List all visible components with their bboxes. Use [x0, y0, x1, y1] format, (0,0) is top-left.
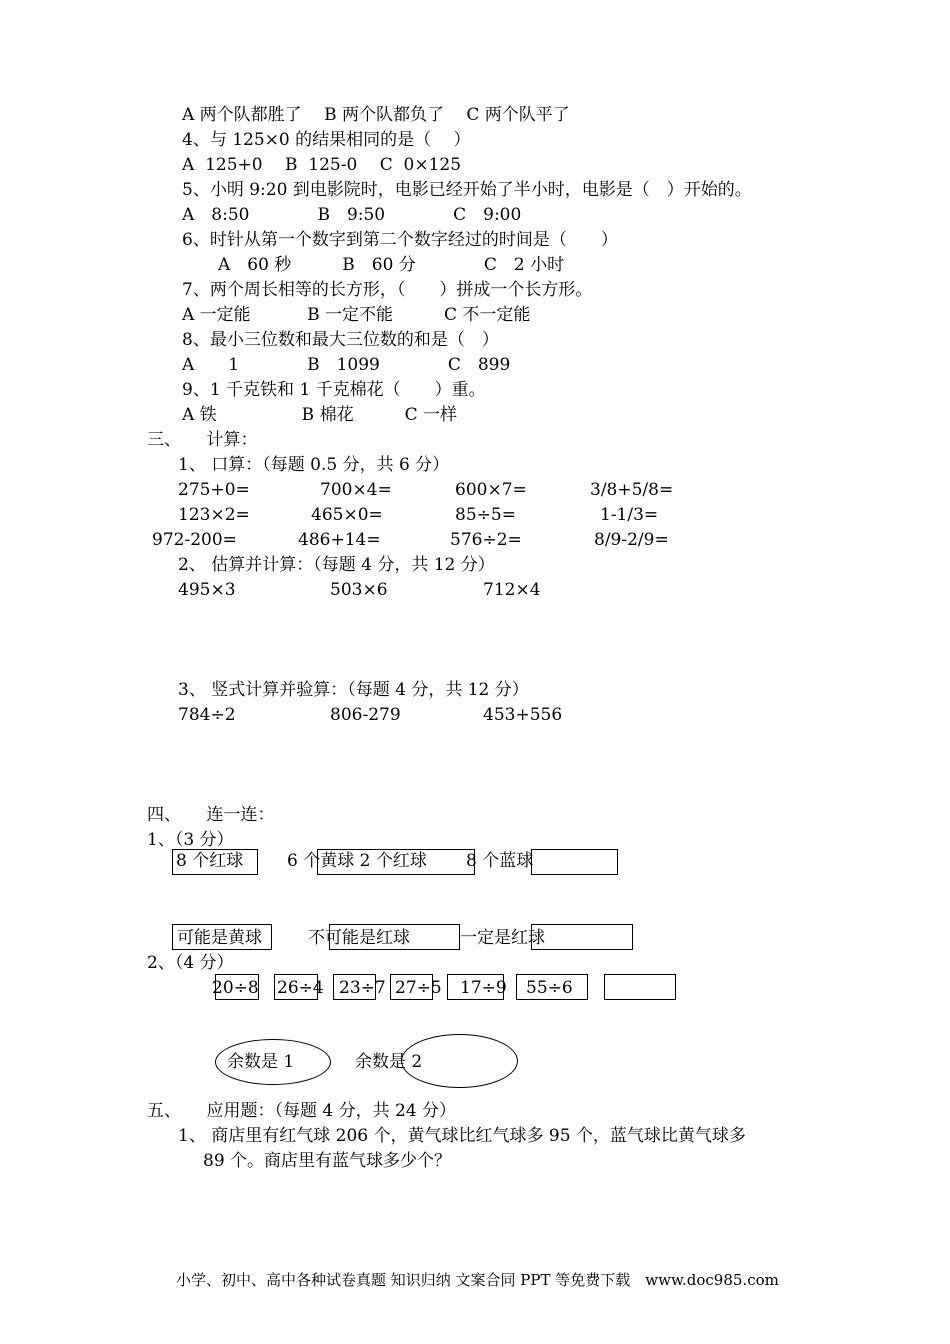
match-item: 8 个红球 [176, 851, 244, 871]
match-box [531, 924, 633, 950]
oral-item: 465×0= [311, 505, 383, 525]
oral-item: 3/8+5/8= [590, 480, 674, 500]
oral-title: 1、 口算：（每题 0.5 分，共 6 分） [178, 455, 450, 475]
oral-item: 1-1/3= [600, 505, 659, 525]
q8-stem: 8、最小三位数和最大三位数的和是（ ） [182, 330, 499, 350]
division-item: 55÷6 [526, 978, 573, 998]
q5-stem: 5、小明 9:20 到电影院时，电影已经开始了半小时，电影是（ ）开始的。 [182, 180, 752, 200]
division-item: 17÷9 [460, 978, 507, 998]
oral-item: 486+14= [298, 530, 381, 550]
q4-stem: 4、与 125×0 的结果相同的是（ ） [182, 130, 471, 150]
division-item: 23÷7 [339, 978, 386, 998]
oral-item: 576÷2= [450, 530, 522, 550]
vertical-item: 806-279 [330, 705, 401, 725]
oral-item: 85÷5= [455, 505, 516, 525]
estimate-item: 495×3 [178, 580, 236, 600]
q4-options: A 125+0 B 125-0 C 0×125 [182, 155, 462, 175]
estimate-item: 503×6 [330, 580, 388, 600]
division-item: 26÷4 [277, 978, 324, 998]
match-box [531, 849, 618, 875]
q9-stem: 9、1 千克铁和 1 千克棉花（ ）重。 [182, 380, 486, 400]
match-item: 可能是黄球 [177, 928, 262, 948]
match-item: 8 个蓝球 [466, 851, 534, 871]
apply-q1-line2: 89 个。商店里有蓝气球多少个？ [203, 1151, 452, 1171]
match-item: 一定是红球 [460, 928, 545, 948]
calc-heading: 三、 计算： [147, 430, 258, 450]
remainder-label: 余数是 1 [227, 1052, 295, 1072]
connect-part1-label: 1、（3 分） [147, 830, 234, 850]
page-footer: 小学、初中、高中各种试卷真题 知识归纳 文案合同 PPT 等免费下载 www.doc985.com [176, 1271, 779, 1289]
match-item: 6 个黄球 2 个红球 [287, 851, 427, 871]
q7-stem: 7、两个周长相等的长方形，（ ）拼成一个长方形。 [182, 280, 593, 300]
oral-item: 972-200= [152, 530, 237, 550]
division-item: 20÷8 [212, 978, 259, 998]
estimate-title: 2、 估算并计算：（每题 4 分，共 12 分） [178, 555, 495, 575]
q7-options: A 一定能 B 一定不能 C 不一定能 [182, 305, 531, 325]
match-item: 不可能是红球 [308, 928, 410, 948]
q8-options: A 1 B 1099 C 899 [182, 355, 511, 375]
division-box [604, 974, 676, 1000]
estimate-item: 712×4 [483, 580, 541, 600]
oral-item: 700×4= [320, 480, 392, 500]
remainder-label: 余数是 2 [355, 1052, 423, 1072]
oral-item: 275+0= [178, 480, 250, 500]
q5-options: A 8:50 B 9:50 C 9:00 [182, 205, 522, 225]
apply-heading: 五、 应用题：（每题 4 分，共 24 分） [147, 1101, 457, 1121]
connect-heading: 四、 连一连： [147, 805, 275, 825]
q9-options: A 铁 B 棉花 C 一样 [182, 405, 457, 425]
vertical-item: 784÷2 [178, 705, 236, 725]
vertical-item: 453+556 [483, 705, 563, 725]
connect-part2-label: 2、（4 分） [147, 953, 234, 973]
oral-item: 123×2= [178, 505, 250, 525]
vertical-title: 3、 竖式计算并验算：（每题 4 分，共 12 分） [178, 680, 529, 700]
division-item: 27÷5 [395, 978, 442, 998]
apply-q1-line1: 1、 商店里有红气球 206 个，黄气球比红气球多 95 个，蓝气球比黄气球多 [178, 1126, 746, 1146]
q6-options: A 60 秒 B 60 分 C 2 小时 [218, 255, 565, 275]
q6-stem: 6、时针从第一个数字到第二个数字经过的时间是（ ） [182, 230, 618, 250]
oral-item: 8/9-2/9= [594, 530, 669, 550]
q3-options: A 两个队都胜了 B 两个队都负了 C 两个队平了 [182, 105, 570, 125]
oral-item: 600×7= [455, 480, 527, 500]
